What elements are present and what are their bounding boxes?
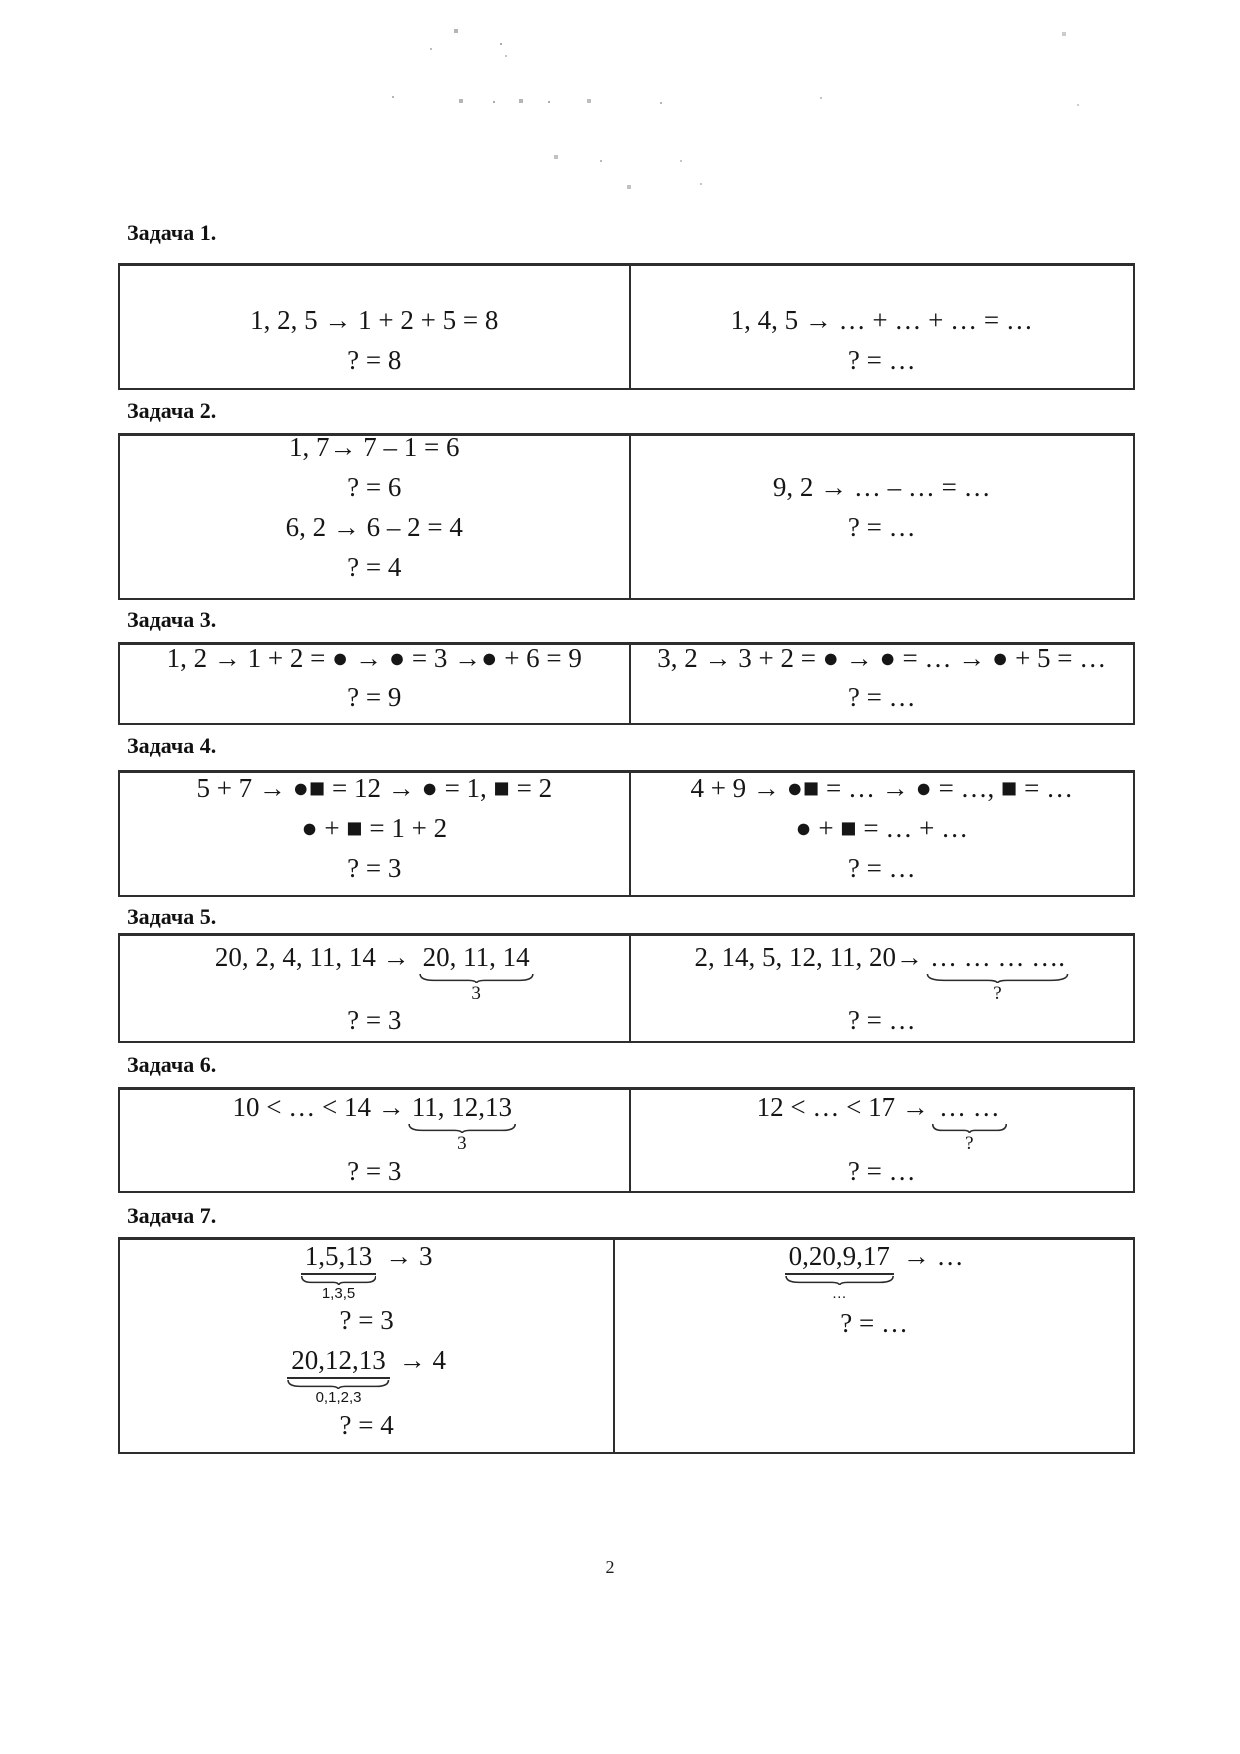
underbrace-group [301, 1241, 377, 1303]
answer-line: ? = 6 [347, 472, 402, 502]
math-line: 1, 4, 5 → … + … + … = … [730, 305, 1033, 335]
expression-prefix: 20, 2, 4, 11, 14 → [214, 942, 410, 972]
expression-suffix: → 4 [398, 1345, 447, 1375]
math-row [287, 1345, 446, 1407]
task1-exercise-cell [629, 266, 1133, 388]
math-line: ● + ■ = 1 + 2 [301, 813, 448, 843]
task1-table [118, 263, 1135, 390]
underbrace-group [419, 942, 534, 1005]
task5-example-cell [120, 936, 629, 1041]
task6-exercise-cell [629, 1090, 1133, 1191]
braced-numbers: 0,20,9,17 [785, 1241, 894, 1275]
answer-line: ? = 8 [347, 345, 402, 375]
braced-numbers: 20, 11, 14 [422, 942, 530, 972]
underbrace-label: 3 [471, 983, 481, 1004]
underbrace-label: ? [993, 983, 1002, 1004]
braced-numbers: 11, 12,13 [411, 1092, 512, 1122]
task3-label: Задача 3. [127, 607, 217, 632]
task6-example-cell [120, 1090, 629, 1191]
task1-label: Задача 1. [127, 220, 217, 245]
underbrace-label: 0,1,2,3 [315, 1389, 362, 1406]
task7-label: Задача 7. [127, 1203, 217, 1228]
math-row [695, 942, 1070, 1005]
task4-table [118, 770, 1135, 897]
underbrace-icon [408, 1124, 516, 1133]
expression-suffix: → … [902, 1241, 964, 1271]
task4-label: Задача 4. [127, 733, 217, 758]
answer-line: ? = … [847, 682, 916, 712]
answer-line: ? = … [847, 1005, 916, 1035]
task3-example-cell [120, 645, 629, 723]
task5-label: Задача 5. [127, 904, 217, 929]
math-line: 1, 2, 5 → 1 + 2 + 5 = 8 [250, 305, 499, 335]
math-line: 4 + 9 → ●■ = … → ● = …, ■ = … [690, 773, 1074, 803]
math-line: ● + ■ = … + … [795, 813, 969, 843]
underbrace-icon [301, 1276, 377, 1285]
expression-prefix: 2, 14, 5, 12, 11, 20→ [694, 942, 923, 972]
task6-table [118, 1087, 1135, 1193]
underbrace-label: ? [965, 1133, 974, 1154]
underbrace-group [926, 942, 1069, 1005]
underbrace-icon [419, 974, 534, 983]
expression-prefix: 10 < … < 14 → [232, 1092, 405, 1122]
task6-label: Задача 6. [127, 1052, 217, 1077]
task5-exercise-cell [629, 936, 1133, 1041]
expression-suffix: → 3 [385, 1241, 433, 1271]
task3-table [118, 642, 1135, 725]
math-line: 3, 2 → 3 + 2 = ● → ● = … → ● + 5 = … [657, 643, 1107, 673]
answer-line: ? = … [847, 1156, 916, 1186]
math-line: 1, 2 → 1 + 2 = ● → ● = 3 →● + 6 = 9 [166, 643, 582, 673]
expression-prefix: 12 < … < 17 → [756, 1092, 929, 1122]
task4-example-cell [120, 773, 629, 895]
task2-label: Задача 2. [127, 398, 217, 423]
answer-line: ? = 3 [347, 1156, 402, 1186]
answer-line: ? = 3 [339, 1305, 394, 1335]
underbrace-icon [287, 1380, 390, 1389]
answer-line: ? = 4 [347, 552, 402, 582]
task2-example-cell [120, 432, 629, 598]
underbrace-icon [926, 974, 1069, 983]
answer-line: ? = … [840, 1308, 909, 1338]
scan-noise [0, 0, 2, 2]
answer-line: ? = … [847, 345, 916, 375]
task1-example-cell [120, 266, 629, 388]
answer-line: ? = … [847, 512, 916, 542]
answer-line: ? = 3 [347, 853, 402, 883]
math-row [301, 1241, 433, 1303]
math-row [757, 1092, 1007, 1155]
task2-exercise-cell [629, 436, 1133, 598]
task7-example-cell [120, 1240, 613, 1452]
underbrace-group [932, 1092, 1007, 1155]
braced-numbers: 20,12,13 [287, 1345, 390, 1379]
math-line: 9, 2 → … – … = … [772, 472, 991, 502]
math-line: 5 + 7 → ●■ = 12 → ● = 1, ■ = 2 [196, 773, 553, 803]
task2-table [118, 433, 1135, 600]
braced-numbers: … … [938, 1092, 1000, 1122]
underbrace-icon [932, 1124, 1007, 1133]
math-row [233, 1092, 516, 1155]
page-number: 2 [605, 1557, 615, 1577]
underbrace-group [287, 1345, 390, 1407]
underbrace-label: 3 [457, 1133, 467, 1154]
underbrace-icon [785, 1276, 894, 1285]
braced-numbers: 1,5,13 [301, 1241, 377, 1275]
answer-line: ? = … [847, 853, 916, 883]
math-row [215, 942, 534, 1005]
braced-numbers: … … … …. [930, 942, 1065, 972]
underbrace-group [785, 1241, 894, 1303]
underbrace-label: … [831, 1285, 847, 1302]
answer-line: ? = 9 [347, 682, 402, 712]
task3-exercise-cell [629, 645, 1133, 723]
underbrace-group [408, 1092, 516, 1155]
task7-table [118, 1237, 1135, 1454]
task4-exercise-cell [629, 773, 1133, 895]
answer-line: ? = 3 [347, 1005, 402, 1035]
math-row [785, 1241, 964, 1303]
task5-table [118, 933, 1135, 1043]
answer-line: ? = 4 [339, 1410, 394, 1440]
math-line: 6, 2 → 6 – 2 = 4 [285, 512, 463, 542]
math-line: 1, 7→ 7 – 1 = 6 [289, 432, 460, 462]
underbrace-label: 1,3,5 [321, 1285, 356, 1302]
task7-exercise-cell [613, 1240, 1133, 1452]
